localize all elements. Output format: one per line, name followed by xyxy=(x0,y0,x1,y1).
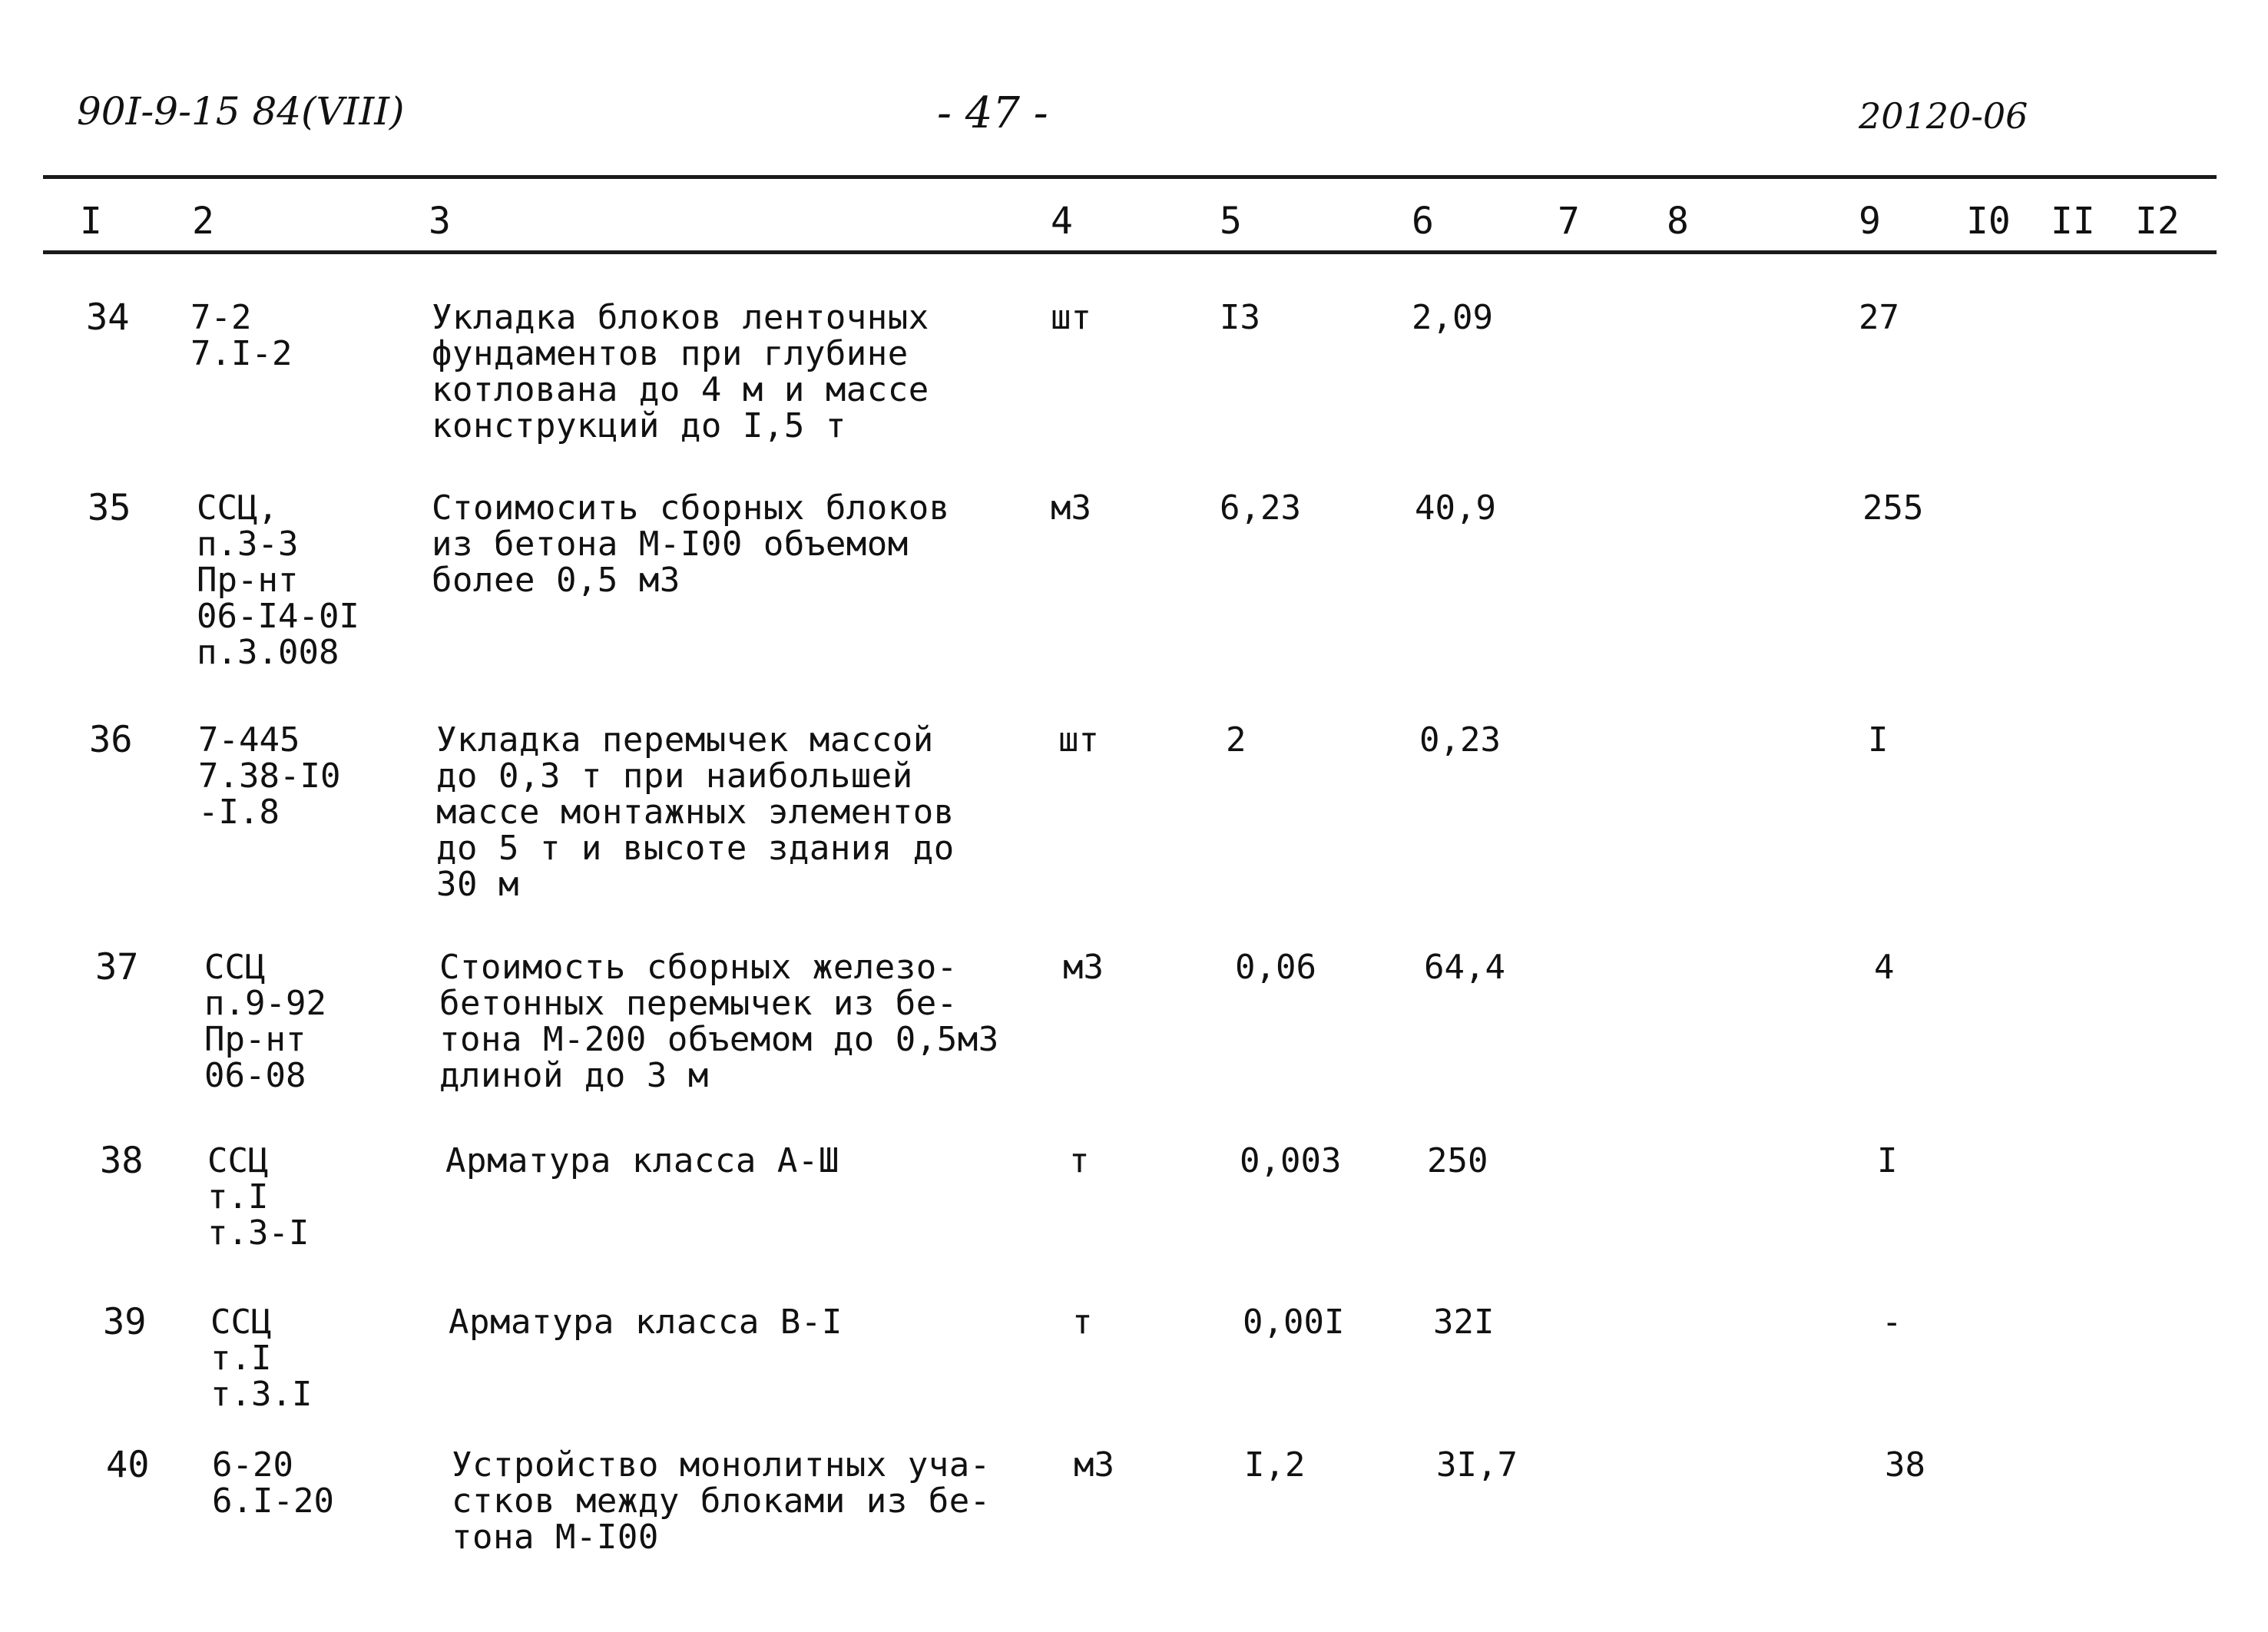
row-price: 2,09 xyxy=(1412,298,1493,337)
row-code: ССЦ т.I т.3.I xyxy=(210,1303,313,1414)
row-total: 27 xyxy=(1859,298,1899,337)
column-number-10: I0 xyxy=(1966,200,2011,243)
row-unit: м3 xyxy=(1051,488,1091,528)
row-description: Устройство монолитных уча- стков между блоками из бе- тона М-I00 xyxy=(452,1445,991,1557)
row-total: I xyxy=(1868,720,1889,760)
row-number: 38 xyxy=(100,1140,144,1182)
column-number-9: 9 xyxy=(1859,200,1881,243)
row-price: 64,4 xyxy=(1424,948,1505,987)
row-code: ССЦ т.I т.3-I xyxy=(207,1141,310,1253)
row-description: Арматура класса А-Ш xyxy=(445,1141,839,1180)
row-price: 40,9 xyxy=(1415,488,1496,528)
row-code: 7-445 7.38-I0 -I.8 xyxy=(198,720,341,832)
page-number: - 47 - xyxy=(937,88,1048,138)
document-code: 90I-9-15 84(VIII) xyxy=(77,89,405,134)
row-code: ССЦ п.9-92 Пр-нт 06-08 xyxy=(204,948,326,1095)
row-unit: м3 xyxy=(1074,1445,1114,1485)
row-unit: шт xyxy=(1058,720,1099,760)
row-code: 7-2 7.I-2 xyxy=(190,298,293,373)
row-total: - xyxy=(1882,1303,1902,1342)
sheet-code: 20120-06 xyxy=(1859,95,2028,137)
row-unit: шт xyxy=(1051,298,1091,337)
row-total: 255 xyxy=(1862,488,1924,528)
column-number-7: 7 xyxy=(1558,200,1580,243)
table-top-rule xyxy=(43,175,2217,179)
column-number-6: 6 xyxy=(1412,200,1434,243)
column-number-2: 2 xyxy=(192,200,214,243)
row-price: 0,23 xyxy=(1419,720,1501,760)
row-quantity: I3 xyxy=(1220,298,1260,337)
row-quantity: 6,23 xyxy=(1220,488,1301,528)
row-quantity: 0,06 xyxy=(1235,948,1316,987)
row-number: 39 xyxy=(103,1301,147,1343)
row-total: 38 xyxy=(1885,1445,1925,1485)
row-code: ССЦ, п.3-3 Пр-нт 06-I4-0I п.3.008 xyxy=(197,488,359,672)
column-number-4: 4 xyxy=(1051,200,1073,243)
row-description: Стоимость сборных железо- бетонных перемычек из бе- тона М-200 объемом до 0,5м3 длиной до 3 м xyxy=(439,948,999,1095)
column-number-12: I2 xyxy=(2135,200,2180,243)
column-number-3: 3 xyxy=(429,200,451,243)
row-quantity: I,2 xyxy=(1244,1445,1306,1485)
row-code: 6-20 6.I-20 xyxy=(212,1445,334,1521)
column-number-1: I xyxy=(80,200,102,243)
column-number-5: 5 xyxy=(1220,200,1242,243)
column-number-8: 8 xyxy=(1667,200,1689,243)
row-unit: т xyxy=(1069,1141,1090,1180)
row-price: 32I xyxy=(1433,1303,1495,1342)
row-quantity: 0,003 xyxy=(1240,1141,1342,1180)
row-total: 4 xyxy=(1874,948,1895,987)
row-description: Стоимосить сборных блоков из бетона М-I00 объемом более 0,5 м3 xyxy=(432,488,950,600)
row-unit: т xyxy=(1072,1303,1093,1342)
column-number-11: II xyxy=(2051,200,2095,243)
row-number: 40 xyxy=(106,1444,150,1486)
row-quantity: 2 xyxy=(1226,720,1247,760)
table-header-rule xyxy=(43,250,2217,254)
row-quantity: 0,00I xyxy=(1243,1303,1345,1342)
row-number: 35 xyxy=(88,487,131,529)
row-number: 36 xyxy=(89,719,133,761)
row-price: 250 xyxy=(1427,1141,1488,1180)
row-unit: м3 xyxy=(1063,948,1104,987)
row-number: 34 xyxy=(86,296,130,339)
row-total: I xyxy=(1877,1141,1898,1180)
row-description: Укладка перемычек массой до 0,3 т при наибольшей массе монтажных элементов до 5 т и высоте здания до 30 м xyxy=(436,720,955,904)
row-number: 37 xyxy=(95,946,139,988)
row-description: Укладка блоков ленточных фундаментов при глубине котлована до 4 м и массе конструкций до I,5 т xyxy=(432,298,929,445)
row-price: 3I,7 xyxy=(1436,1445,1518,1485)
row-description: Арматура класса В-I xyxy=(449,1303,843,1342)
